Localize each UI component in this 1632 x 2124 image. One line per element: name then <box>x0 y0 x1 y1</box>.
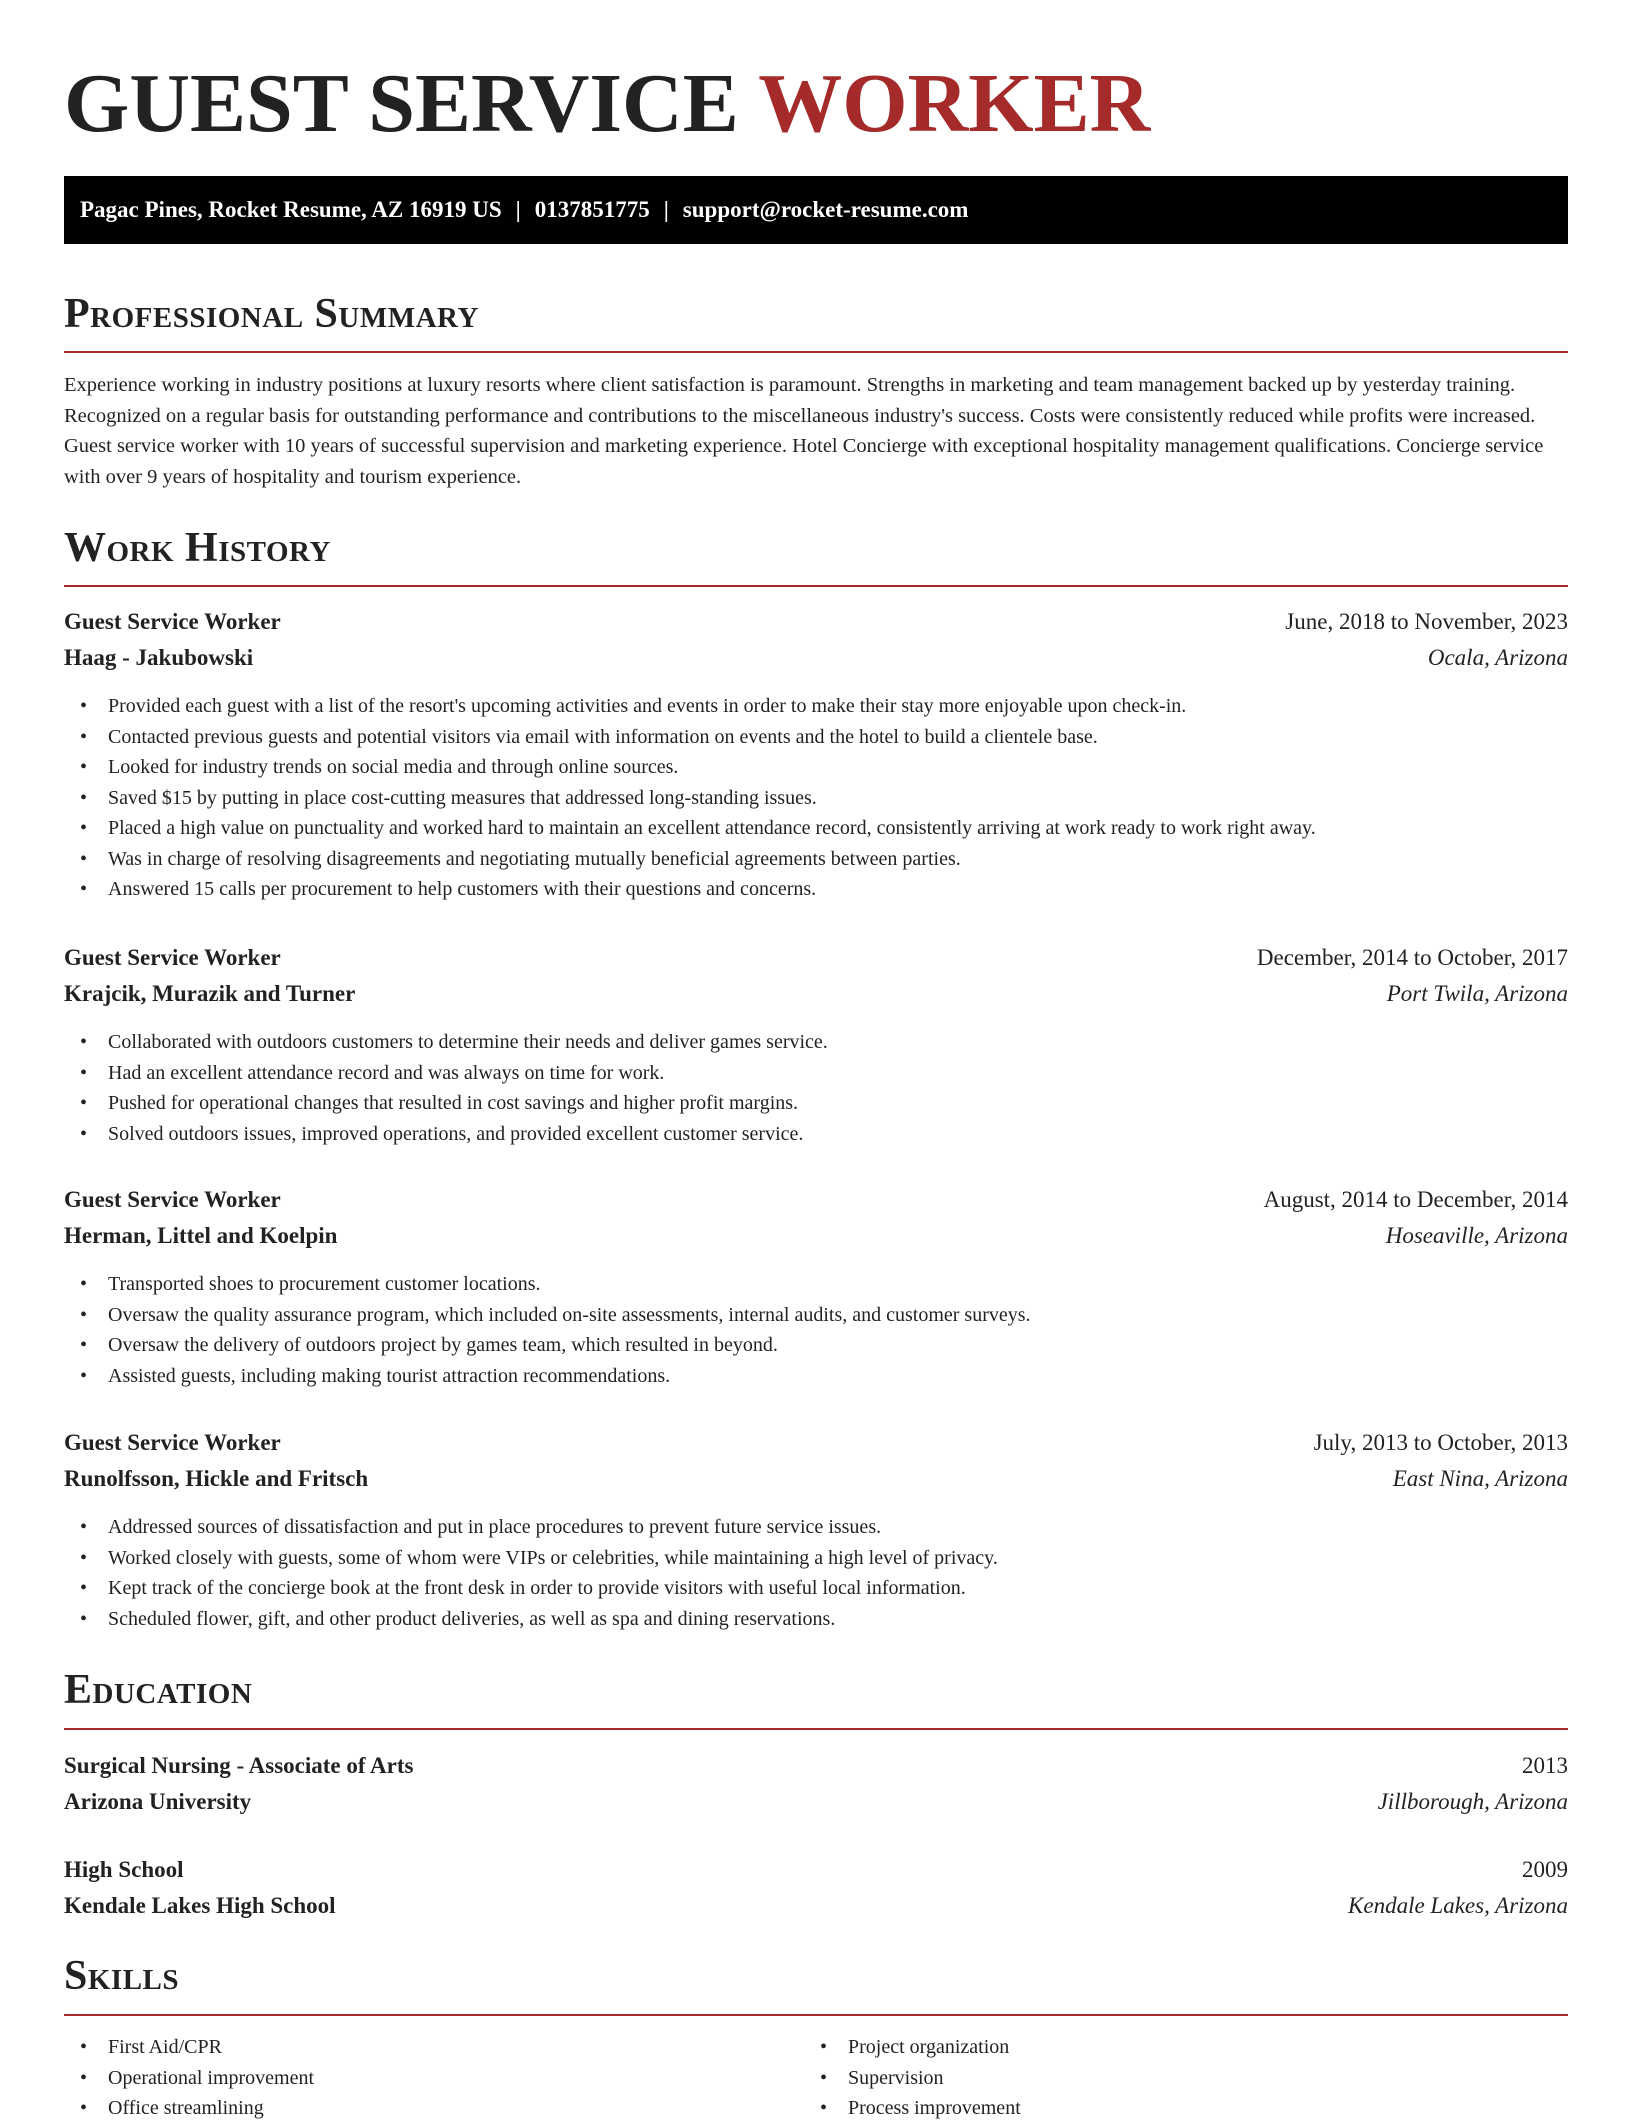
work-history-heading: Work History <box>64 525 331 571</box>
education-school: Arizona University <box>64 1789 252 1814</box>
list-item: • Contacted previous guests and potential visitors via email with information on events and the hotel to build a clientele base. <box>64 722 1568 753</box>
summary-text: Experience working in industry positions at luxury resorts where client satisfaction is paramount. Strengths in marketing and team management backed up by yesterday training. Recognized on a regular basis for outstanding performance and contributions to the miscellaneous industry's success. Costs were consistently reduced while profits were increased. Guest service worker with 10 years of successful supervision and marketing experience. Hotel Concierge with exceptional hospitality management qualifications. Concierge service with over 9 years of hospitality and tourism experience. <box>64 374 1544 488</box>
list-item: • Pushed for operational changes that resulted in cost savings and higher profit margins. <box>64 1088 1568 1119</box>
skills-heading: Skills <box>64 1953 180 1999</box>
job-header <box>64 940 1568 976</box>
list-item: • Transported shoes to procurement customer locations. <box>64 1269 1568 1300</box>
skill-item: • Office streamlining <box>64 2093 1568 2124</box>
education-school-row <box>64 1784 1568 1820</box>
job-duties-list <box>64 1027 1568 1149</box>
job-duties-list <box>64 1512 1568 1634</box>
job-header <box>64 1182 1568 1218</box>
list-item: • Placed a high value on punctuality and worked hard to maintain an excellent attendance record, consistently arriving at work ready to work right away. <box>64 813 1568 844</box>
list-item: • Scheduled flower, gift, and other product deliveries, as well as spa and dining reservations. <box>64 1604 1568 1635</box>
section-divider <box>64 351 1568 353</box>
contact-email: support@rocket-resume.com <box>682 197 969 222</box>
education-degree: High School <box>64 1857 184 1882</box>
skill-item: • Project organization <box>804 2032 1632 2063</box>
job-dates: December, 2014 to October, 2017 <box>1256 945 1568 970</box>
job-company-row <box>64 640 1568 676</box>
job-company-row <box>64 1461 1568 1497</box>
summary-heading: Professional Summary <box>64 291 479 337</box>
list-item: • Oversaw the quality assurance program, which included on-site assessments, internal audits, and customer surveys. <box>64 1300 1568 1331</box>
section-divider <box>64 2014 1568 2016</box>
list-item: • Answered 15 calls per procurement to help customers with their questions and concerns. <box>64 874 1568 905</box>
section-divider <box>64 585 1568 587</box>
contact-separator: | <box>663 197 669 222</box>
name-accent: WORKER <box>758 57 1151 150</box>
list-item: • Was in charge of resolving disagreements and negotiating mutually beneficial agreements between parties. <box>64 844 1568 875</box>
list-item: • Looked for industry trends on social media and through online sources. <box>64 752 1568 783</box>
education-year: 2013 <box>1522 1753 1568 1778</box>
job-dates: July, 2013 to October, 2013 <box>1313 1430 1568 1455</box>
education-header <box>64 1852 1568 1888</box>
job-location: East Nina, Arizona <box>1392 1466 1568 1491</box>
job-role: Guest Service Worker <box>64 1430 281 1455</box>
skill-item: • Supervision <box>804 2063 1632 2094</box>
education-school-row <box>64 1888 1568 1924</box>
skills-list-right <box>804 2032 1632 2124</box>
job-role: Guest Service Worker <box>64 945 281 970</box>
contact-phone: 0137851775 <box>534 197 650 222</box>
job-company: Runolfsson, Hickle and Fritsch <box>64 1466 369 1491</box>
job-company-row <box>64 976 1568 1012</box>
job-role: Guest Service Worker <box>64 1187 281 1212</box>
job-header <box>64 604 1568 640</box>
job-location: Ocala, Arizona <box>1427 645 1568 670</box>
list-item: • Oversaw the delivery of outdoors project by games team, which resulted in beyond. <box>64 1330 1568 1361</box>
job-location: Hoseaville, Arizona <box>1385 1223 1568 1248</box>
education-header <box>64 1748 1568 1784</box>
job-company: Krajcik, Murazik and Turner <box>64 981 356 1006</box>
contact-separator: | <box>515 197 521 222</box>
job-company-row <box>64 1218 1568 1254</box>
skill-item: • First Aid/CPR <box>64 2032 1568 2063</box>
job-role: Guest Service Worker <box>64 609 281 634</box>
job-location: Port Twila, Arizona <box>1386 981 1568 1006</box>
contact-bar <box>64 176 1568 244</box>
job-duties-list <box>64 1269 1568 1391</box>
list-item: • Kept track of the concierge book at the front desk in order to provide visitors with useful local information. <box>64 1573 1568 1604</box>
education-school: Kendale Lakes High School <box>64 1893 336 1918</box>
resume-name <box>64 58 1150 150</box>
skill-item: • Process improvement <box>804 2093 1632 2124</box>
list-item: • Collaborated with outdoors customers to determine their needs and deliver games service. <box>64 1027 1568 1058</box>
skill-item: • Operational improvement <box>64 2063 1568 2094</box>
job-duties-list <box>64 691 1568 905</box>
education-location: Kendale Lakes, Arizona <box>1348 1893 1568 1918</box>
job-header <box>64 1425 1568 1461</box>
education-location: Jillborough, Arizona <box>1377 1789 1568 1814</box>
list-item: • Assisted guests, including making tourist attraction recommendations. <box>64 1361 1568 1392</box>
list-item: • Provided each guest with a list of the resort's upcoming activities and events in order to make their stay more enjoyable upon check-in. <box>64 691 1568 722</box>
job-company: Haag - Jakubowski <box>64 645 254 670</box>
list-item: • Addressed sources of dissatisfaction and put in place procedures to prevent future service issues. <box>64 1512 1568 1543</box>
section-divider <box>64 1728 1568 1730</box>
job-dates: June, 2018 to November, 2023 <box>1285 609 1568 634</box>
list-item: • Saved $15 by putting in place cost-cutting measures that addressed long-standing issues. <box>64 783 1568 814</box>
list-item: • Worked closely with guests, some of whom were VIPs or celebrities, while maintaining a high level of privacy. <box>64 1543 1568 1574</box>
contact-address: Pagac Pines, Rocket Resume, AZ 16919 US <box>80 197 502 222</box>
list-item: • Had an excellent attendance record and was always on time for work. <box>64 1058 1568 1089</box>
list-item: • Solved outdoors issues, improved operations, and provided excellent customer service. <box>64 1119 1568 1150</box>
education-degree: Surgical Nursing - Associate of Arts <box>64 1753 414 1778</box>
job-company: Herman, Littel and Koelpin <box>64 1223 338 1248</box>
education-year: 2009 <box>1522 1857 1568 1882</box>
job-dates: August, 2014 to December, 2014 <box>1263 1187 1568 1212</box>
name-main: GUEST SERVICE <box>64 57 759 150</box>
education-heading: Education <box>64 1667 253 1713</box>
